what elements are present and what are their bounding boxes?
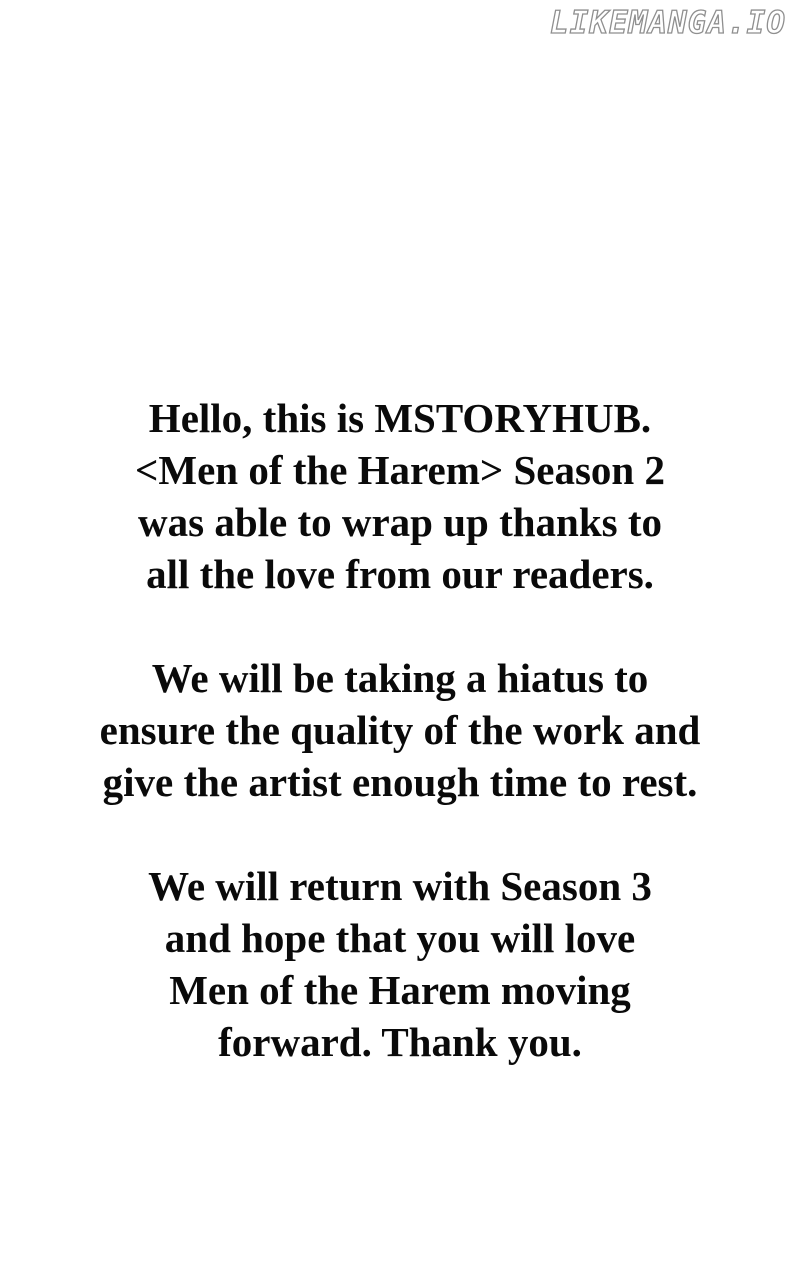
announcement-line: and hope that you will love <box>164 915 636 961</box>
announcement-text-block <box>0 392 800 1068</box>
announcement-paragraph-2 <box>0 652 800 808</box>
announcement-line: <Men of the Harem> Season 2 <box>135 447 665 493</box>
announcement-line: Men of the Harem moving <box>169 967 631 1013</box>
announcement-line: all the love from our readers. <box>146 551 654 597</box>
announcement-line: We will be taking a hiatus to <box>151 655 649 701</box>
announcement-line: give the artist enough time to rest. <box>102 759 698 805</box>
announcement-line: ensure the quality of the work and <box>99 707 701 753</box>
announcement-line: forward. Thank you. <box>218 1019 582 1065</box>
announcement-paragraph-1 <box>0 392 800 600</box>
announcement-line: Hello, this is MSTORYHUB. <box>148 395 652 441</box>
announcement-line: We will return with Season 3 <box>148 863 652 909</box>
announcement-line: was able to wrap up thanks to <box>138 499 662 545</box>
announcement-paragraph-3 <box>0 860 800 1068</box>
site-watermark: LIKEMANGA.IO <box>550 5 786 41</box>
